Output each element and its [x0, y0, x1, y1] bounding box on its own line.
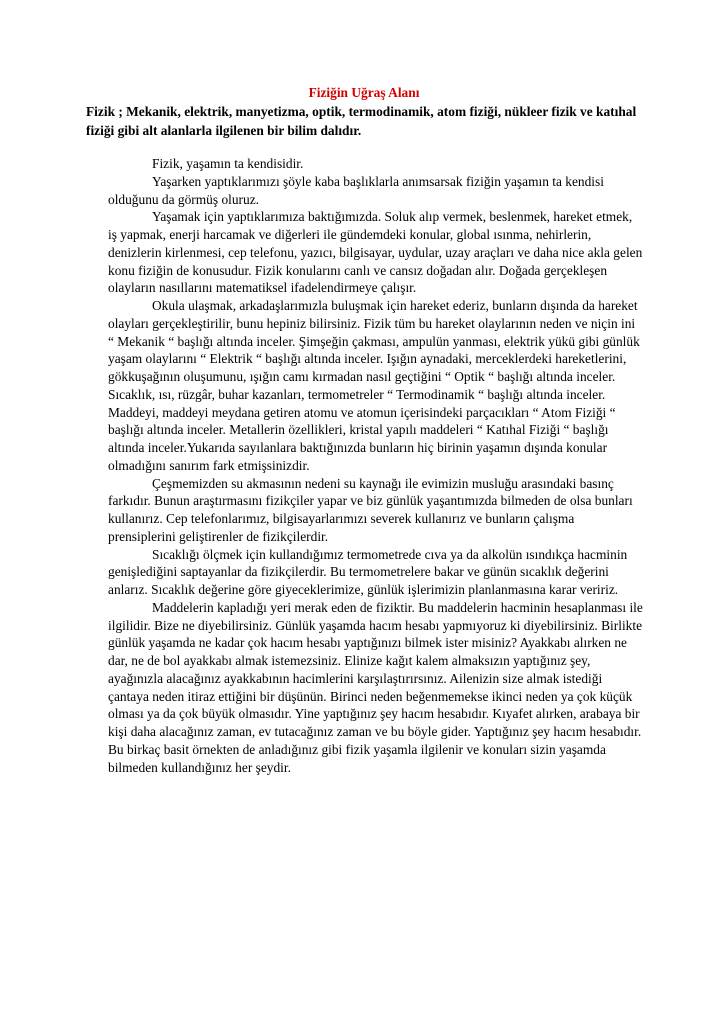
body-text — [108, 155, 644, 776]
paragraph-4: Okula ulaşmak, arkadaşlarımızla buluşmak için hareket ederiz, bunların dışında da hareket olayları gerçekleştirilir, bunu hepiniz bilirsiniz. Fizik tüm bu hareket olaylarının neden ve niçin ini “ Mekanik “ başlığı altında inceler. Şimşeğin çakması, ampulün yanması, elektrik yükü gibi günlük yaşam olaylarını “ Elektrik “ başlığı altında inceler. Işığın aynadaki, merceklerdeki hareketlerini, gökkuşağının oluşumunu, ışığın camı kırmadan nasıl geçtiğini “ Optik “ başlığı altında inceler. Sıcaklık, ısı, rüzgâr, buhar kazanları, termometreler “ Termodinamik “ başlığı altında inceler. Maddeyi, maddeyi meydana getiren atomu ve atomun içerisindeki parçacıkları “ Atom Fiziği “ başlığı altında inceler. Metallerin özellikleri, kristal yapılı maddeleri “ Katıhal Fiziği “ başlığı altında inceler.Yukarıda sayılanlara baktığınızda bunların hiç birinin yaşamın dışında konular olmadığını sanırım fark etmişsinizdir. — [108, 298, 640, 473]
paragraph-7: Maddelerin kapladığı yeri merak eden de fiziktir. Bu maddelerin hacminin hesaplanması ile ilgilidir. Bize ne diyebilirsiniz. Günlük yaşamda hacım hesabı yapmıyoruz ki diyebilirsiniz. Birlikte günlük yaşamda ne kadar çok hacım hesabı yaptığınızı bilmek ister misiniz? Ayakkabı alırken ne dar, ne de bol ayakkabı almak istemezsiniz. Elinize kağıt kalem almaksızın yaptığınız şey, ayağınızla alacağınız ayakkabının hacimlerini karşılaştırırsınız. Ailenizin size almak istediği çantaya neden itiraz ettiğini bir düşünün. Birinci neden beğenmemekse ikinci neden ya çok küçük olması ya da çok büyük olmasıdır. Yine yaptığınız şey hacım hesabıdır. Kıyafet alırken, arabaya bir kişi daha alacağınız zaman, ev tutacağınız zaman ve bu böyle gider. Yaptığınız şey hacım hesabıdır. Bu birkaç basit örnekten de anladığınız gibi fizik yaşamla ilgilenir ve konuları sizin yaşamda bilmeden kullandığınız her şeydir. — [108, 599, 643, 775]
paragraph-1: Fizik, yaşamın ta kendisidir. — [152, 156, 304, 171]
paragraph-2: Yaşarken yaptıklarımızı şöyle kaba başlıklarla anımsarsak fiziğin yaşamın ta kendisi olduğunu da görmüş oluruz. — [108, 173, 604, 207]
page-title: Fiziğin Uğraş Alanı — [308, 85, 420, 100]
paragraph-5: Çeşmemizden su akmasının nedeni su kaynağı ile evimizin musluğu arasındaki basınç farkıdır. Bunun araştırmasını fizikçiler yapar ve biz günlük yaşantımızda bilmeden de olsa bunları kullanırız. Cep telefonlarımız, bilgisayarlarımızı severek kullanırız ve bunların çalışma prensiplerini geliştirenler de fizikçilerdir. — [108, 475, 633, 544]
paragraph-3: Yaşamak için yaptıklarımıza baktığımızda. Soluk alıp vermek, beslenmek, hareket etmek, iş yapmak, enerji harcamak ve diğerleri ile gündemdeki konular, global ısınma, nehirlerin, denizlerin kirlenmesi, cep telefonu, yazıcı, bilgisayar, uydular, uzay araçları ve daha nice akla gelen konu fiziğin de konusudur. Fizik konularını canlı ve cansız doğadan alır. Doğada gerçekleşen olayların nasıllarını matematiksel ifadelendirmeye çalışır. — [108, 209, 643, 296]
intro-paragraph: Fizik ; Mekanik, elektrik, manyetizma, optik, termodinamik, atom fiziği, nükleer fizik ve katıhal fiziği gibi alt alanlarla ilgilenen bir bilim dalıdır. — [86, 104, 637, 138]
paragraph-6: Sıcaklığı ölçmek için kullandığımız termometrede cıva ya da alkolün ısındıkça hacminin genişlediğini saptayanlar da fizikçilerdir. Bu termometrelere bakar ve günün sıcaklık değerini anlarız. Sıcaklık değerine göre giyeceklerimize, günlük işlerimizin planlanmasına karar veririz. — [108, 546, 628, 597]
